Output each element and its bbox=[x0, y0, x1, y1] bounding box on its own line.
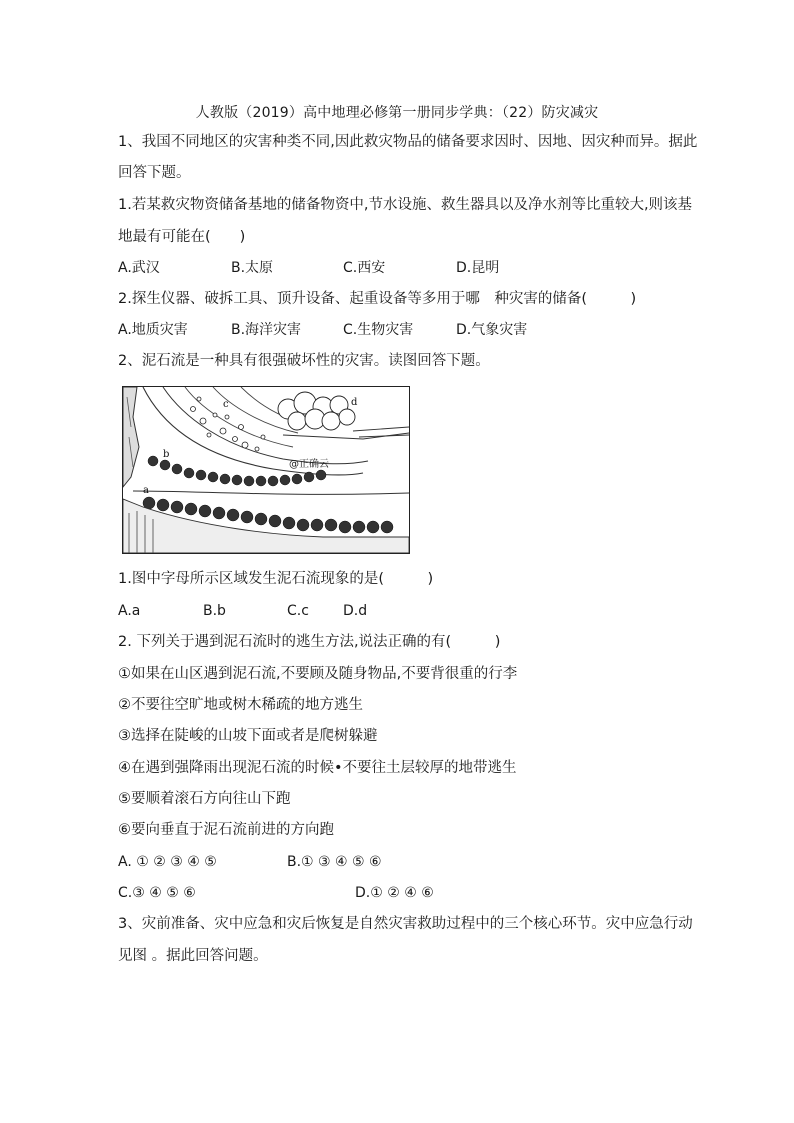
q1-sub1-option-d: D.昆明 bbox=[456, 260, 500, 276]
cliff-shape bbox=[123, 387, 139, 487]
q2-item-3: ③选择在陡峻的山坡下面或者是爬树躲避 bbox=[118, 728, 378, 744]
q1-sub1-line1: 1.若某救灾物资储备基地的储备物资中,节水设施、救生器具以及净水剂等比重较大,则该基 bbox=[118, 197, 693, 213]
water-line-1 bbox=[353, 427, 409, 431]
q1-sub2-option-b: B.海洋灾害 bbox=[231, 322, 302, 338]
q2-sub1-option-c: C.c bbox=[287, 603, 309, 619]
q1-intro-line1: 1、我国不同地区的灾害种类不同,因此救灾物品的储备要求因时、因地、因灾种而异。据此 bbox=[118, 134, 698, 150]
debris-flow-illustration bbox=[123, 387, 409, 553]
q1-intro-line2: 回答下题。 bbox=[118, 165, 191, 181]
figure-label-b: b bbox=[163, 449, 170, 460]
figure-label-c: c bbox=[223, 399, 229, 410]
forest-d bbox=[278, 392, 355, 430]
q2-item-6: ⑥要向垂直于泥石流前进的方向跑 bbox=[118, 822, 334, 838]
q1-sub2-option-a: A.地质灾害 bbox=[118, 322, 188, 338]
q1-sub2-option-d: D.气象灾害 bbox=[456, 322, 528, 338]
q1-sub1-line2: 地最有可能在( ) bbox=[118, 229, 246, 245]
q2-item-1: ①如果在山区遇到泥石流,不要顾及随身物品,不要背很重的行李 bbox=[118, 666, 518, 682]
ground-line bbox=[133, 491, 409, 494]
q2-sub2: 2. 下列关于遇到泥石流时的逃生方法,说法正确的有( ) bbox=[118, 634, 501, 650]
figure-watermark: @正确云 bbox=[289, 459, 329, 470]
q1-sub2-line1: 2.探生仪器、破拆工具、顶升设备、起重设备等多用于哪 种灾害的储备( ) bbox=[118, 291, 637, 307]
q2-sub2-option-a: A. ① ② ③ ④ ⑤ bbox=[118, 854, 217, 870]
q2-sub2-option-d: D.① ② ④ ⑥ bbox=[355, 885, 434, 901]
figure-label-a: a bbox=[143, 485, 149, 496]
figure-label-d: d bbox=[351, 397, 358, 408]
q2-sub1-option-a: A.a bbox=[118, 603, 141, 619]
document-title: 人教版（2019）高中地理必修第一册同步学典：（22）防灾减灾 bbox=[195, 105, 599, 121]
q1-sub1-option-b: B.太原 bbox=[231, 260, 274, 276]
q3-intro-line2: 见图 。据此回答问题。 bbox=[118, 948, 268, 964]
q2-sub2-option-c: C.③ ④ ⑤ ⑥ bbox=[118, 885, 196, 901]
q3-intro-line1: 3、灾前准备、灾中应急和灾后恢复是自然灾害救助过程中的三个核心环节。灾中应急行动 bbox=[118, 916, 693, 932]
q2-item-5: ⑤要顺着滚石方向往山下跑 bbox=[118, 791, 291, 807]
q2-item-2: ②不要往空旷地或树木稀疏的地方逃生 bbox=[118, 697, 363, 713]
q2-sub1-option-d: D.d bbox=[343, 603, 368, 619]
q1-sub2-option-c: C.生物灾害 bbox=[343, 322, 414, 338]
q1-sub1-option-a: A.武汉 bbox=[118, 260, 160, 276]
q2-sub2-option-b: B.① ③ ④ ⑤ ⑥ bbox=[287, 854, 382, 870]
debris-flow-figure bbox=[122, 386, 410, 554]
q2-item-4: ④在遇到强降雨出现泥石流的时候•不要往土层较厚的地带逃生 bbox=[118, 760, 517, 776]
q2-sub1: 1.图中字母所示区域发生泥石流现象的是( ) bbox=[118, 571, 434, 587]
slope-line-3 bbox=[185, 387, 293, 447]
q2-intro: 2、泥石流是一种具有很强破坏性的灾害。读图回答下题。 bbox=[118, 353, 490, 369]
q1-sub1-option-c: C.西安 bbox=[343, 260, 386, 276]
q2-sub1-option-b: B.b bbox=[203, 603, 226, 619]
